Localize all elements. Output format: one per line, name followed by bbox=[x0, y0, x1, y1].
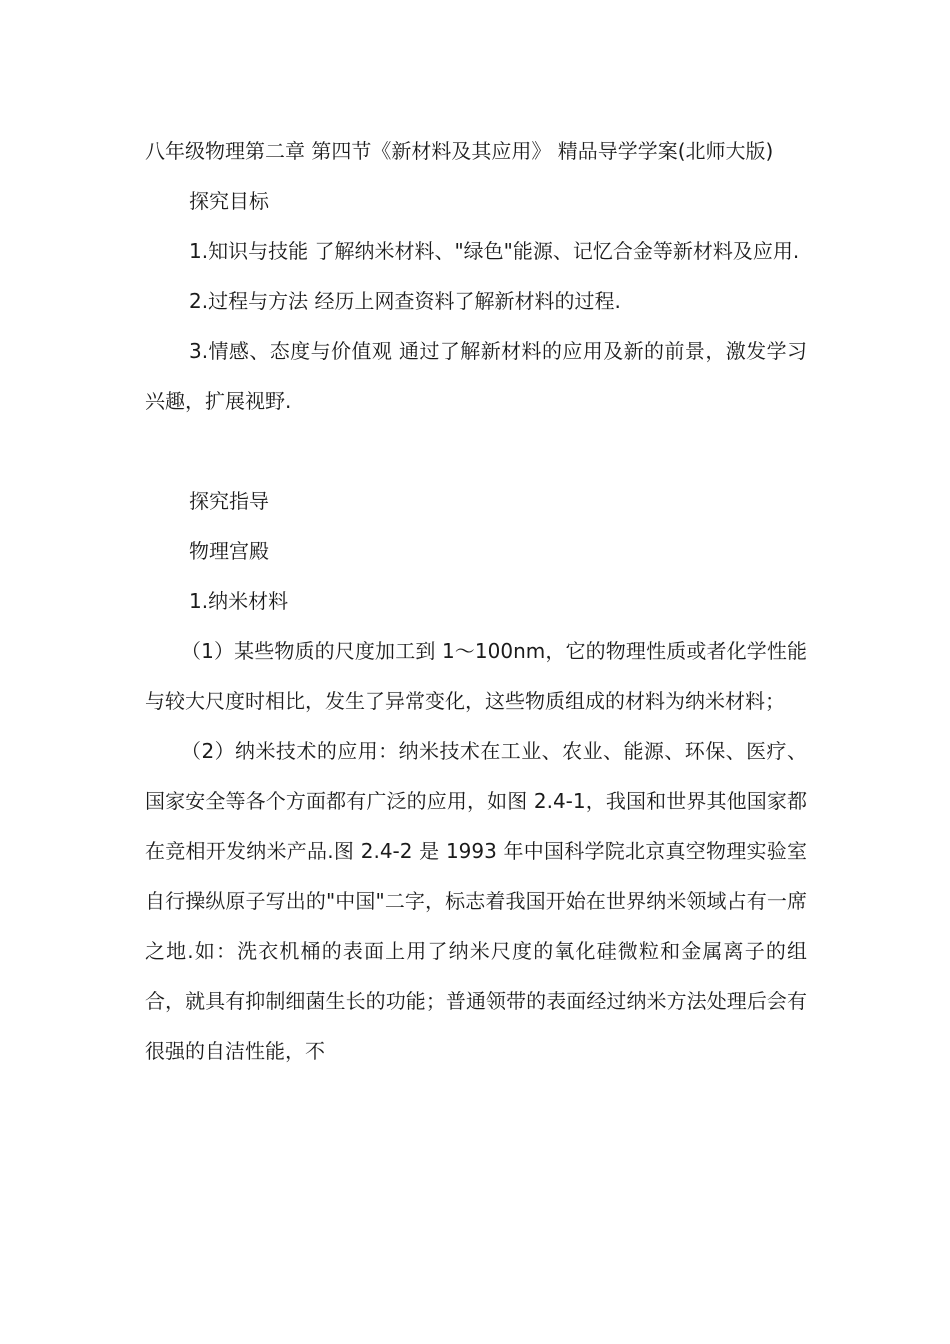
paragraph-nano-applications: （2）纳米技术的应用：纳米技术在工业、农业、能源、环保、医疗、国家安全等各个方面都有广泛的应用，如图 2.4-1，我国和世界其他国家都在竞相开发纳米产品.图 2.4-2 是 1993 年中国科学院北京真空物理实验室自行操纵原子写出的"中国"二字，标志着我国开始在世界纳米领域占有一席之地.如：洗衣机桶的表面上用了纳米尺度的氧化硅微粒和金属离子的组合，就具有抑制细菌生长的功能；普通领带的表面经过纳米方法处理后会有很强的自洁性能，不 bbox=[145, 739, 807, 1063]
paragraph-nano-definition: （1）某些物质的尺度加工到 1～100nm，它的物理性质或者化学性能与较大尺度时相比，发生了异常变化，这些物质组成的材料为纳米材料； bbox=[145, 639, 807, 713]
document-page bbox=[145, 126, 807, 1076]
goal-process-method: 2.过程与方法 经历上网查资料了解新材料的过程. bbox=[189, 289, 621, 313]
document-title: 八年级物理第二章 第四节《新材料及其应用》 精品导学学案(北师大版) bbox=[145, 139, 774, 163]
goal-emotion-attitude: 3.情感、态度与价值观 通过了解新材料的应用及新的前景，激发学习兴趣，扩展视野. bbox=[145, 339, 807, 413]
blank-line bbox=[145, 426, 807, 476]
section-heading-guidance: 探究指导 bbox=[189, 489, 269, 513]
item-heading-nanomaterials: 1.纳米材料 bbox=[189, 589, 289, 613]
subsection-heading-physics-palace: 物理宫殿 bbox=[189, 539, 269, 563]
section-heading-goals: 探究目标 bbox=[189, 189, 269, 213]
goal-knowledge-skills: 1.知识与技能 了解纳米材料、"绿色"能源、记忆合金等新材料及应用. bbox=[189, 239, 800, 263]
